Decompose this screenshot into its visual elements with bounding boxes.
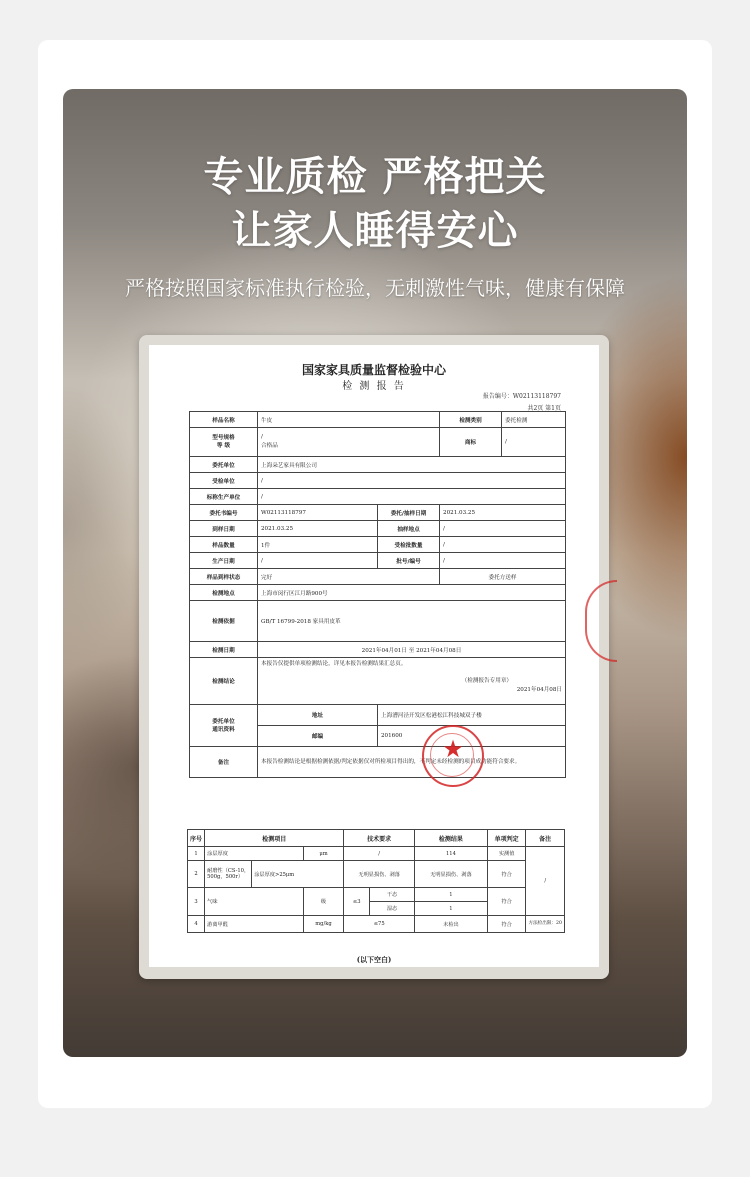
- headline-line-1: 专业质检 严格把关: [203, 154, 547, 200]
- table-row: 型号规格 等 级 / 合格品 商标 /: [190, 428, 566, 457]
- table-row: 委托单位 上海朵艺家具有限公司: [190, 457, 566, 473]
- report-tail-text: (以下空白): [356, 955, 392, 964]
- report-page-info: 共2页 第1页: [527, 405, 561, 412]
- report-frame: [139, 335, 609, 979]
- headline-subtitle: 严格按照国家标准执行检验，无刺激性气味，健康有保障: [125, 276, 625, 300]
- table-row: 检测日期 2021年04月01日 至 2021年04月08日: [190, 642, 566, 658]
- table-row: 生产日期 / 批号/编号 /: [190, 553, 566, 569]
- table-row: 样品数量 1件 受检批数量 /: [190, 537, 566, 553]
- report-info-table: [189, 411, 566, 778]
- promo-panel: [63, 89, 687, 1057]
- official-seal: [422, 725, 484, 787]
- table-row: 1 涂层厚度 μm / 114 实测值 /: [188, 847, 565, 861]
- headline-line-2: 让家人睡得安心: [231, 208, 519, 254]
- report-doc-title: 检 测 报 告: [342, 381, 406, 392]
- table-row: 2 耐磨性（CS-10，500g，500r） 涂层厚度>25μm 无明显损伤、剥落 无明显损伤、剥落 符合: [188, 861, 565, 888]
- table-row: 受检单位 /: [190, 473, 566, 489]
- table-row: 备注 本报告检测结论是根据检测依据/判定依据仅对所检项目得出的，不判定未经检测的项目成功能符合要求。: [190, 747, 566, 778]
- table-row: 标称生产单位 /: [190, 489, 566, 505]
- report-results-table: [187, 829, 565, 933]
- seal-star-icon: ★: [442, 735, 464, 763]
- table-row: 检测地点 上海市闵行区江月路900号: [190, 585, 566, 601]
- table-row: 湿态 1: [188, 902, 565, 916]
- report-org-title: 国家家具质量监督检验中心: [301, 363, 446, 377]
- table-row: 样品到样状态 完好 委托方送样: [190, 569, 566, 585]
- table-row: 委托书编号 W02113118797 委托/抽样日期 2021.03.25: [190, 505, 566, 521]
- table-row: 检测结论 本报告仅提供单项检测结论，详见本报告检测结果汇总页。 （检测报告专用章） 2021年04月08日: [190, 658, 566, 705]
- table-row: 检测依据 GB/T 16799-2018 家具用皮革: [190, 601, 566, 642]
- inspection-report: [149, 345, 599, 967]
- table-row: 3 气味 级 ≤3 干态 1 符合: [188, 888, 565, 902]
- table-row: 邮编 201600: [190, 726, 566, 747]
- report-number: 报告编号：W02113118797: [482, 393, 561, 400]
- table-row: 4 游离甲醛 mg/kg ≤75 未检出 符合 方法检出限：20: [188, 916, 565, 933]
- table-row: 到样日期 2021.03.25 抽样地点 /: [190, 521, 566, 537]
- table-row: 委托单位 通讯资料 地址 上海漕河泾开发区松港松江科技城双子楼: [190, 705, 566, 726]
- table-header-row: 序号 检测项目 技术要求 检测结果 单项判定 备注: [188, 830, 565, 847]
- table-row: 样品名称 牛皮 检测类别 委托检测: [190, 412, 566, 428]
